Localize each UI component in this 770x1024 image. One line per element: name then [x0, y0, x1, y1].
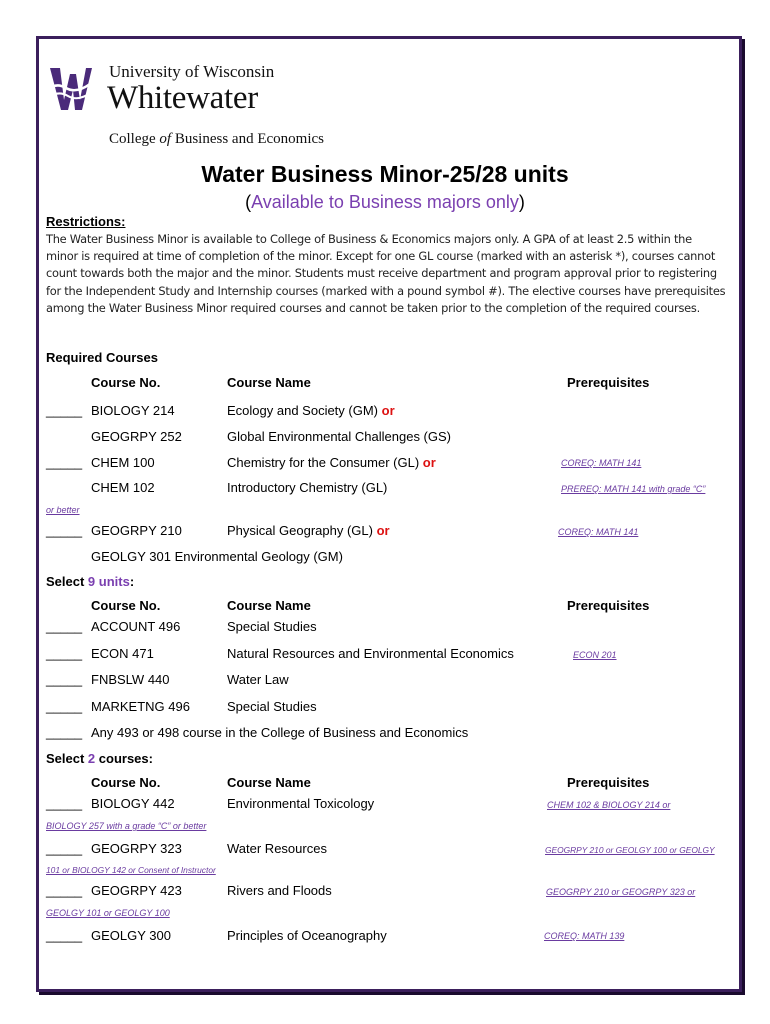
course-name: Environmental Toxicology	[227, 796, 375, 811]
course-no: BIOLOGY 214	[91, 403, 175, 418]
course-name: Rivers and Floods	[227, 883, 332, 898]
prerequisite: COREQ: MATH 141	[561, 458, 642, 468]
course-name: Water Law	[227, 672, 289, 687]
course-no: GEOGRPY 210	[91, 523, 182, 538]
col-course-no: Course No.	[91, 375, 161, 390]
prerequisite: PREREQ: MATH 141 with grade “C”	[561, 484, 706, 494]
course-no: GEOGRPY 323	[91, 841, 182, 856]
prerequisite: COREQ: MATH 141	[558, 527, 639, 537]
prerequisite-continued: or better	[46, 505, 80, 515]
college-name: College of Business and Economics	[109, 131, 324, 147]
course-name: Physical Geography (GL) or	[227, 523, 390, 538]
course-no: BIOLOGY 442	[91, 796, 175, 811]
course-no: ACCOUNT 496	[91, 619, 181, 634]
col-prerequisites: Prerequisites	[567, 375, 650, 390]
checkbox-blank[interactable]: _____	[46, 841, 83, 856]
course-no: MARKETNG 496	[91, 699, 190, 714]
restrictions-heading: Restrictions:	[46, 214, 126, 229]
checkbox-blank[interactable]: _____	[46, 619, 83, 634]
prerequisite: GEOGRPY 210 or GEOLGY 100 or GEOLGY	[545, 845, 715, 855]
col-course-no: Course No.	[91, 598, 161, 613]
prerequisite-continued: GEOLGY 101 or GEOLGY 100	[46, 908, 170, 918]
university-name: University of Wisconsin	[109, 62, 275, 81]
course-no: GEOGRPY 423	[91, 883, 182, 898]
prerequisite: GEOGRPY 210 or GEOGRPY 323 or	[546, 887, 696, 897]
course-no: FNBSLW 440	[91, 672, 170, 687]
prerequisite-continued: 101 or BIOLOGY 142 or Consent of Instructor	[46, 865, 216, 875]
checkbox-blank[interactable]: _____	[46, 523, 83, 538]
required-courses-heading: Required Courses	[46, 350, 158, 365]
course-line: GEOLGY 301 Environmental Geology (GM)	[91, 549, 343, 564]
col-course-name: Course Name	[227, 375, 311, 390]
checkbox-blank[interactable]: _____	[46, 796, 83, 811]
select-9-heading: Select 9 units:	[46, 574, 135, 589]
checkbox-blank[interactable]: _____	[46, 672, 83, 687]
select-2-heading: Select 2 courses:	[46, 751, 153, 766]
prerequisite: CHEM 102 & BIOLOGY 214 or	[547, 800, 671, 810]
col-course-name: Course Name	[227, 775, 311, 790]
course-name: Ecology and Society (GM) or	[227, 403, 395, 418]
course-name: Principles of Oceanography	[227, 928, 387, 943]
col-course-name: Course Name	[227, 598, 311, 613]
restrictions-text: The Water Business Minor is available to College of Business & Economics majors only. A GPA of at least 2.5 within the minor is required at time of completion of the minor. Except for one GL course (marked with an asterisk *), courses cannot count towards both the major and the minor. Students must receive department and program approval prior to registering for the Independent Study and Internship courses (marked with a pound symbol #). The elective courses have prerequisites among the Water Business Minor required courses and cannot be taken prior to the completion of the required courses.	[46, 232, 726, 315]
prerequisite: ECON 201	[573, 650, 617, 660]
course-name: Global Environmental Challenges (GS)	[227, 429, 451, 444]
course-name: Introductory Chemistry (GL)	[227, 480, 388, 495]
checkbox-blank[interactable]: _____	[46, 403, 83, 418]
page-title: Water Business Minor-25/28 units	[201, 161, 569, 187]
course-name: Special Studies	[227, 619, 317, 634]
checkbox-blank[interactable]: _____	[46, 928, 83, 943]
course-no: GEOGRPY 252	[91, 429, 182, 444]
course-name: Water Resources	[227, 841, 327, 856]
checkbox-blank[interactable]: _____	[46, 646, 83, 661]
course-name: Natural Resources and Environmental Economics	[227, 646, 514, 661]
checkbox-blank[interactable]: _____	[46, 699, 83, 714]
prerequisite-continued: BIOLOGY 257 with a grade “C” or better	[46, 821, 207, 831]
course-no: GEOLGY 300	[91, 928, 171, 943]
col-prerequisites: Prerequisites	[567, 598, 650, 613]
checkbox-blank[interactable]: _____	[46, 725, 83, 740]
col-prerequisites: Prerequisites	[567, 775, 650, 790]
checkbox-blank[interactable]: _____	[46, 883, 83, 898]
course-name: Special Studies	[227, 699, 317, 714]
page-subtitle: (Available to Business majors only)	[245, 192, 525, 212]
course-line: Any 493 or 498 course in the College of Business and Economics	[91, 725, 469, 740]
course-no: CHEM 102	[91, 480, 155, 495]
course-no: ECON 471	[91, 646, 154, 661]
checkbox-blank[interactable]: _____	[46, 455, 83, 470]
prerequisite: COREQ: MATH 139	[544, 931, 625, 941]
campus-name: Whitewater	[107, 80, 258, 116]
course-no: CHEM 100	[91, 455, 155, 470]
uw-whitewater-logo	[46, 60, 94, 116]
col-course-no: Course No.	[91, 775, 161, 790]
course-name: Chemistry for the Consumer (GL) or	[227, 455, 436, 470]
